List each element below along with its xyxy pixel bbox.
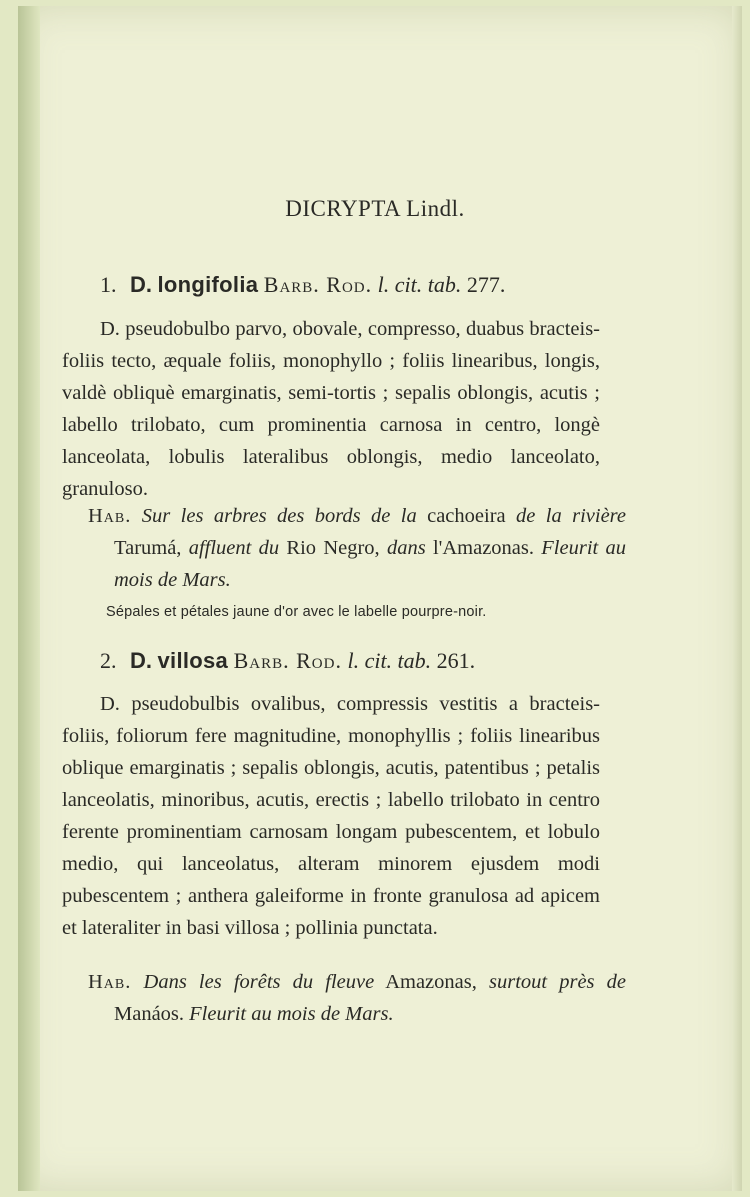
species-1-hab-part: affluent du xyxy=(188,537,280,559)
species-1-reference: l. cit. tab. xyxy=(377,272,462,297)
species-1-hab-part: dans xyxy=(386,537,426,559)
genus-heading: DICRYPTA Lindl. xyxy=(285,196,465,221)
page-spine-shadow xyxy=(18,6,40,1191)
species-1-hab-part: cachoeira xyxy=(416,505,517,527)
species-2-hab-part: Dans les forêts du fleuve xyxy=(143,971,375,993)
species-1-description-text: D. pseudobulbo parvo, obovale, compresso, duabus bracteis-foliis tecto, æquale foliis, monophyllo ; foliis linearibus, longis, valdè obliquè emarginatis, semi-tortis ; sepalis oblongis, acutis ; labello trilobato, cum prominentia carnosa in centro, longè lanceolata, lobulis lateralibus oblongis, medio lanceolato, granuloso. xyxy=(62,318,600,500)
species-2-hab-part: Fleurit au mois de Mars. xyxy=(189,1003,394,1025)
species-1-hab-part: Fleurit au mois de Mars. xyxy=(114,537,626,591)
species-2-description-text: D. pseudobulbis ovalibus, compressis vestitis a bracteis-foliis, foliorum fere magnitudine, monophyllis ; foliis linearibus oblique emarginatis ; sepalis oblongis, acutis, patentibus ; petalis lanceolatis, minoribus, acutis, erectis ; labello trilobato in centro ferente prominentiam carnosam longam pubescentem, et lobulo medio, qui lanceolatus, alteram minorem ejusdem modi pubescentem ; anthera galeiforme in fronte granulosa ad apicem et lateraliter in basi villosa ; pollinia punctata. xyxy=(62,693,600,939)
species-1-plate: 277. xyxy=(466,272,506,297)
species-1-hab-part: Rio Negro, xyxy=(279,537,387,559)
species-2-hab-part: surtout près de xyxy=(489,971,626,993)
species-1-description xyxy=(62,313,600,505)
species-2-habitat xyxy=(88,966,626,1030)
species-1-genus-abbr: D. xyxy=(130,272,152,297)
species-1-hab-part: de la rivière xyxy=(516,505,626,527)
species-1-hab-part: l'Amazonas. xyxy=(425,537,542,559)
species-2-plate: 261. xyxy=(436,648,476,673)
species-2-reference: l. cit. tab. xyxy=(347,648,432,673)
species-2-hab-part: Amazonas, xyxy=(374,971,489,993)
species-1-author: Barb. Rod. xyxy=(263,272,373,297)
species-2-number: 2. xyxy=(100,648,117,673)
species-2-epithet: villosa xyxy=(157,648,229,673)
species-2-author: Barb. Rod. xyxy=(233,648,342,673)
species-2-genus-abbr: D. xyxy=(130,648,152,673)
species-2-heading xyxy=(100,648,475,674)
species-2-hab-part: Manáos. xyxy=(114,1003,190,1025)
species-2-hab-label: Hab. xyxy=(88,971,132,993)
species-1-number: 1. xyxy=(100,272,117,297)
species-1-hab-part: Tarumá, xyxy=(114,537,189,559)
species-1-color-note: Sépales et pétales jaune d'or avec le labelle pourpre-noir. xyxy=(106,604,487,620)
species-2-description xyxy=(62,688,600,944)
species-1-habitat xyxy=(88,500,626,596)
species-1-heading xyxy=(100,272,505,298)
page-edge xyxy=(732,6,742,1191)
species-1-hab-part: Sur les arbres des bords de la xyxy=(141,505,417,527)
species-1-hab-label: Hab. xyxy=(88,505,132,527)
species-1-epithet: longifolia xyxy=(157,272,259,297)
